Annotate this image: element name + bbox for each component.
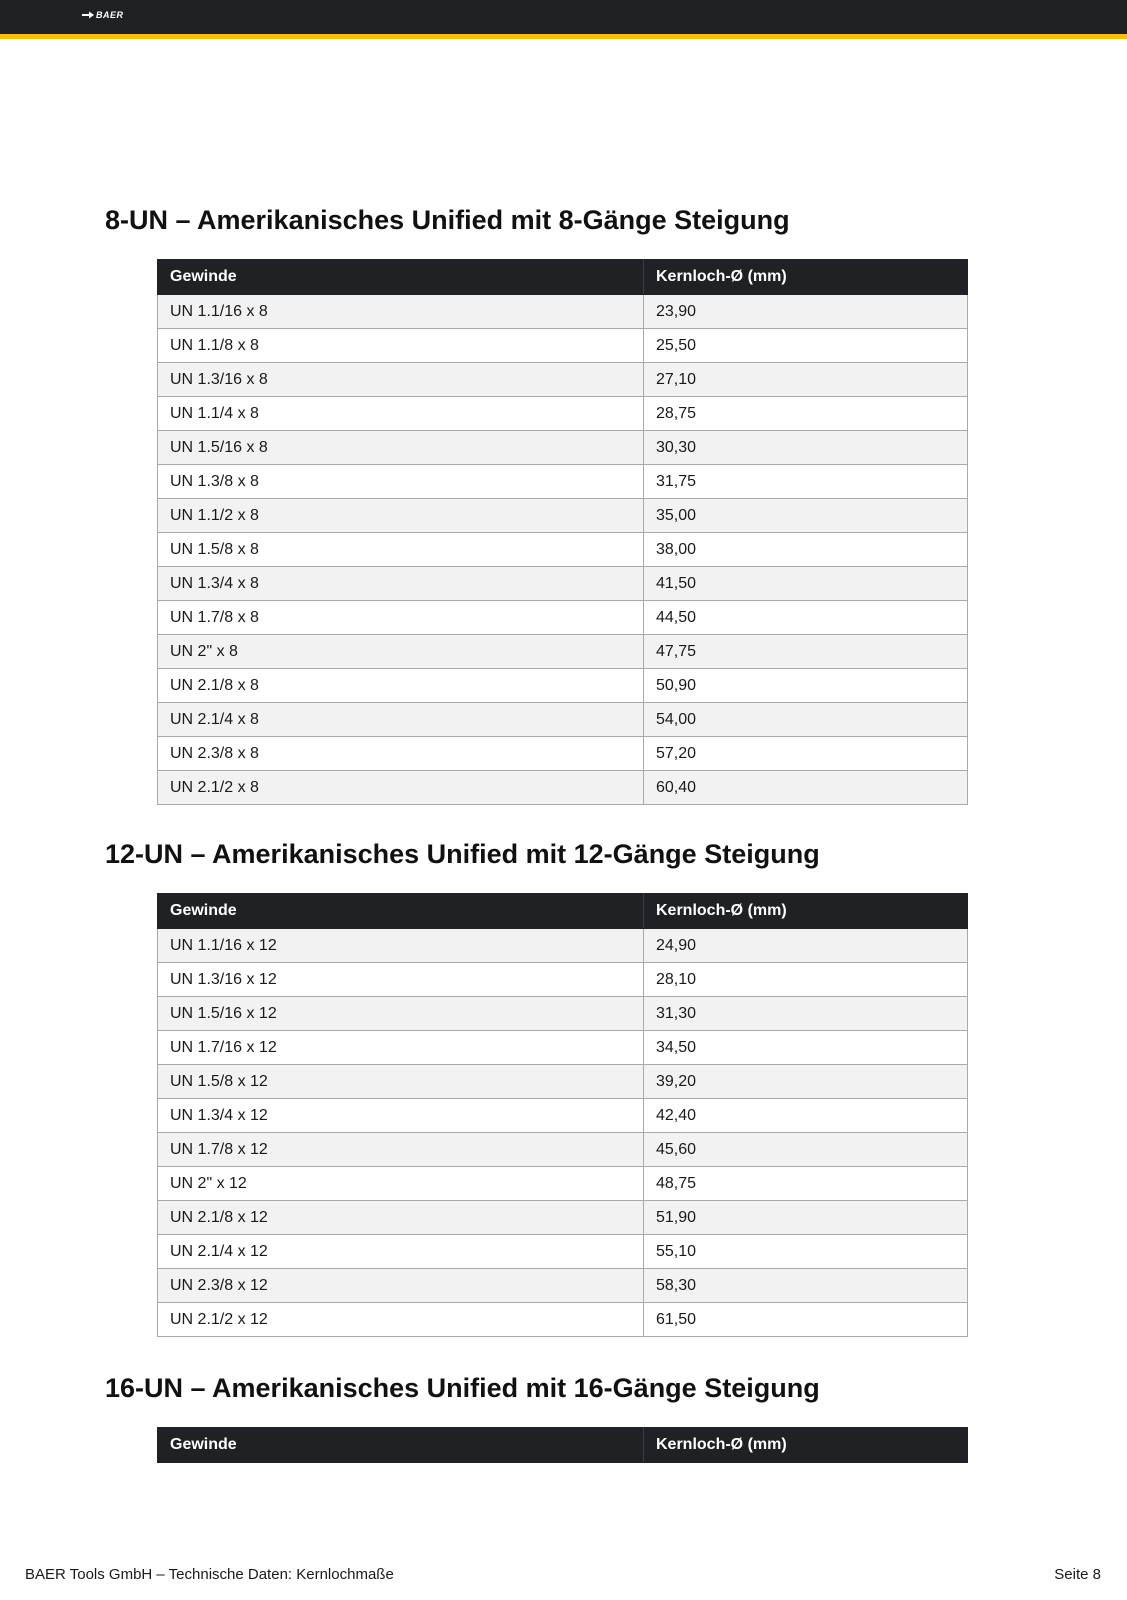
thread-size-cell: UN 1.5/8 x 8 [158,533,644,567]
table-body [158,295,968,805]
core-hole-diameter-cell: 28,75 [644,397,968,431]
table-row [158,1235,968,1269]
core-hole-diameter-cell: 30,30 [644,431,968,465]
core-hole-diameter-cell: 35,00 [644,499,968,533]
table-row [158,1099,968,1133]
thread-size-cell: UN 2.1/4 x 8 [158,703,644,737]
thread-size-cell: UN 1.3/4 x 8 [158,567,644,601]
brand-logo [82,10,124,20]
table-row [158,431,968,465]
thread-size-cell: UN 1.3/8 x 8 [158,465,644,499]
section-title-12un: 12-UN – Amerikanisches Unified mit 12-Gänge Steigung [105,839,820,869]
footer-company: BAER Tools GmbH – Technische Daten: Kernlochmaße [25,1566,394,1583]
thread-size-cell: UN 2.3/8 x 8 [158,737,644,771]
table-header-row [158,894,968,929]
thread-size-cell: UN 1.3/16 x 8 [158,363,644,397]
table-body [158,929,968,1337]
table-row [158,1065,968,1099]
table-header-row [158,260,968,295]
table-row [158,499,968,533]
table-row [158,1133,968,1167]
table-row [158,329,968,363]
thread-size-cell: UN 1.5/16 x 8 [158,431,644,465]
core-hole-diameter-cell: 57,20 [644,737,968,771]
table-row [158,929,968,963]
core-hole-diameter-cell: 58,30 [644,1269,968,1303]
core-hole-diameter-cell: 27,10 [644,363,968,397]
table-row [158,1303,968,1337]
table-row [158,1031,968,1065]
thread-size-cell: UN 2.3/8 x 12 [158,1269,644,1303]
table-row [158,533,968,567]
table-row [158,997,968,1031]
thread-size-cell: UN 1.7/8 x 12 [158,1133,644,1167]
table-header-row [158,1428,968,1463]
table-row [158,1269,968,1303]
core-hole-diameter-cell: 51,90 [644,1201,968,1235]
core-hole-diameter-cell: 54,00 [644,703,968,737]
thread-size-cell: UN 1.1/2 x 8 [158,499,644,533]
core-hole-diameter-cell: 61,50 [644,1303,968,1337]
table-row [158,1201,968,1235]
table-row [158,363,968,397]
core-hole-diameter-cell: 23,90 [644,295,968,329]
column-header-gewinde: Gewinde [158,894,644,929]
thread-size-cell: UN 2.1/2 x 8 [158,771,644,805]
table-row [158,295,968,329]
core-hole-diameter-cell: 39,20 [644,1065,968,1099]
thread-size-cell: UN 1.7/8 x 8 [158,601,644,635]
core-hole-diameter-cell: 41,50 [644,567,968,601]
core-hole-diameter-cell: 38,00 [644,533,968,567]
core-hole-diameter-cell: 31,30 [644,997,968,1031]
logo-text: BAER [96,10,124,20]
thread-size-cell: UN 1.5/16 x 12 [158,997,644,1031]
core-hole-diameter-cell: 34,50 [644,1031,968,1065]
core-hole-diameter-cell: 50,90 [644,669,968,703]
table-row [158,567,968,601]
table-12un [157,893,968,1337]
column-header-gewinde: Gewinde [158,1428,644,1463]
section-title-16un: 16-UN – Amerikanisches Unified mit 16-Gänge Steigung [105,1373,820,1403]
thread-size-cell: UN 1.7/16 x 12 [158,1031,644,1065]
column-header-kernloch: Kernloch-Ø (mm) [644,1428,968,1463]
core-hole-diameter-cell: 24,90 [644,929,968,963]
table-row [158,397,968,431]
column-header-gewinde: Gewinde [158,260,644,295]
thread-size-cell: UN 1.1/8 x 8 [158,329,644,363]
table-row [158,669,968,703]
header-bar [0,0,1127,39]
table-8un [157,259,968,805]
column-header-kernloch: Kernloch-Ø (mm) [644,894,968,929]
column-header-kernloch: Kernloch-Ø (mm) [644,260,968,295]
table-row [158,1167,968,1201]
core-hole-diameter-cell: 48,75 [644,1167,968,1201]
thread-size-cell: UN 1.3/4 x 12 [158,1099,644,1133]
section-title-8un: 8-UN – Amerikanisches Unified mit 8-Gänge Steigung [105,205,790,235]
table-row [158,635,968,669]
thread-size-cell: UN 2.1/8 x 12 [158,1201,644,1235]
thread-size-cell: UN 2.1/8 x 8 [158,669,644,703]
thread-size-cell: UN 1.3/16 x 12 [158,963,644,997]
thread-size-cell: UN 2.1/4 x 12 [158,1235,644,1269]
thread-size-cell: UN 2" x 8 [158,635,644,669]
thread-size-cell: UN 1.1/4 x 8 [158,397,644,431]
table-row [158,703,968,737]
thread-size-cell: UN 1.1/16 x 12 [158,929,644,963]
core-hole-diameter-cell: 31,75 [644,465,968,499]
thread-size-cell: UN 1.1/16 x 8 [158,295,644,329]
table-row [158,771,968,805]
core-hole-diameter-cell: 45,60 [644,1133,968,1167]
core-hole-diameter-cell: 55,10 [644,1235,968,1269]
core-hole-diameter-cell: 25,50 [644,329,968,363]
core-hole-diameter-cell: 47,75 [644,635,968,669]
thread-size-cell: UN 2.1/2 x 12 [158,1303,644,1337]
table-16un [157,1427,968,1463]
arrow-logo-icon [82,11,94,19]
core-hole-diameter-cell: 42,40 [644,1099,968,1133]
table-row [158,963,968,997]
table-row [158,737,968,771]
table-row [158,465,968,499]
core-hole-diameter-cell: 28,10 [644,963,968,997]
table-row [158,601,968,635]
footer-page-number: Seite 8 [1054,1566,1101,1583]
core-hole-diameter-cell: 60,40 [644,771,968,805]
thread-size-cell: UN 1.5/8 x 12 [158,1065,644,1099]
core-hole-diameter-cell: 44,50 [644,601,968,635]
thread-size-cell: UN 2" x 12 [158,1167,644,1201]
